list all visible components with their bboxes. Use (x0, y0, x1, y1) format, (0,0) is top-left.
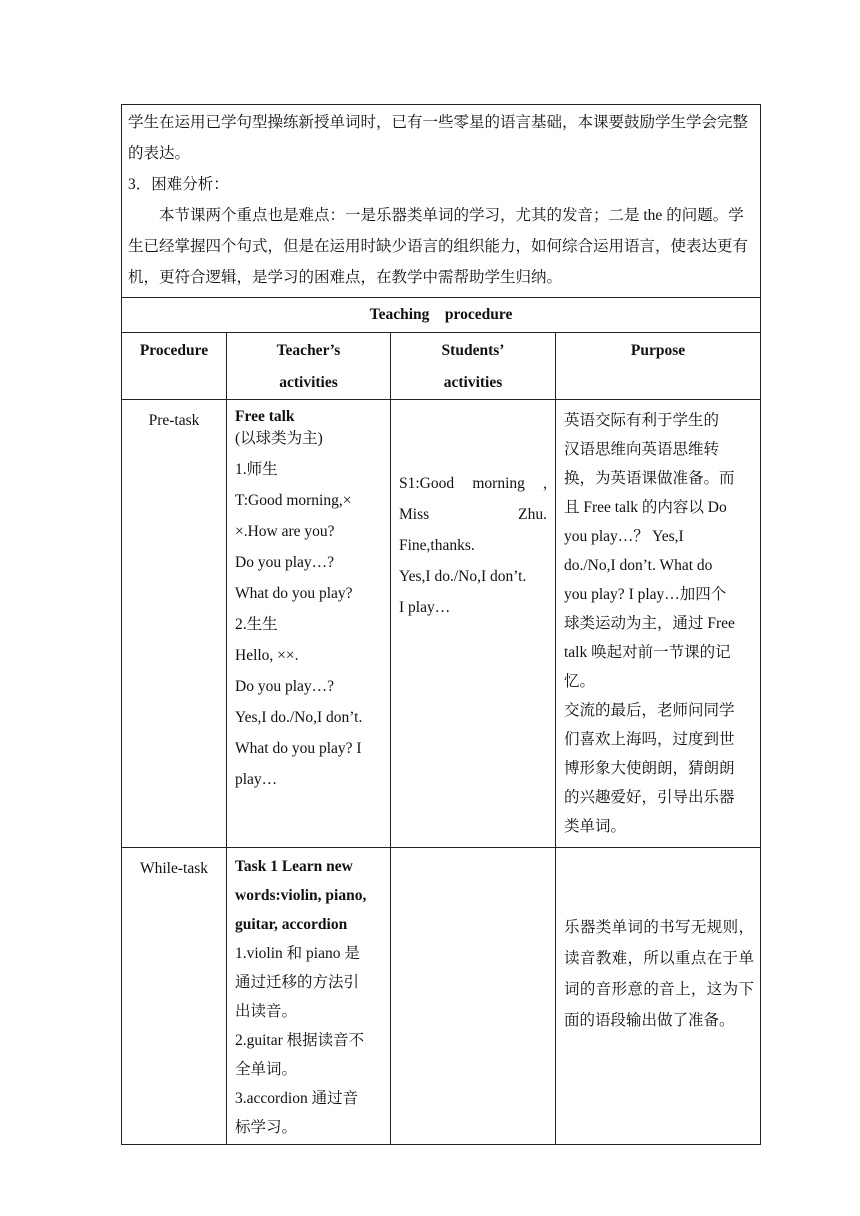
teacher-line: 2.guitar 根据读音不 (235, 1032, 365, 1049)
purpose-line: 球类运动为主，通过 Free (564, 615, 735, 632)
purpose-line: 英语交际有利于学生的 (564, 412, 720, 429)
teacher-line: What do you play? (235, 585, 353, 602)
purpose-line: 类单词。 (564, 818, 627, 835)
intro-paragraph-2: 本节课两个重点也是难点：一是乐器类单词的学习，尤其的发音；二是 the 的问题。学生已经掌握四个句式，但是在运用时缺少语言的组织能力，如何综合运用语言，使表达更有机，更符合逻辑，是学习的困难点，在教学中需帮助学生归纳。 (128, 207, 749, 286)
table-title: Teaching procedure (122, 298, 761, 333)
intro-cell (122, 105, 761, 298)
purpose-text: 乐器类单词的书写无规则，读音教难，所以重点在于单词的音形意的音上，这为下面的语段输出做了准备。 (564, 919, 755, 1029)
teacher-line: 通过迁移的方法引 (235, 974, 360, 991)
header-row (122, 333, 761, 400)
purpose-line: 的兴趣爱好，引导出乐器 (564, 789, 735, 806)
header-teacher (227, 333, 391, 400)
procedure-label: While-task (139, 860, 208, 877)
teacher-line: play… (235, 771, 278, 788)
teacher-activities-cell (227, 400, 391, 848)
header-purpose (556, 333, 761, 400)
header-procedure-label: Procedure (139, 342, 209, 359)
purpose-line: 们喜欢上海吗，过度到世 (564, 731, 735, 748)
header-teacher-line2: activities (279, 374, 338, 391)
teacher-line: Free talk (235, 408, 295, 425)
teacher-line: 3.accordion 通过音 (235, 1090, 359, 1107)
purpose-line: do./No,I don’t. What do (564, 557, 713, 574)
purpose-line: you play…？ Yes,I (564, 528, 684, 545)
teacher-line: words:violin, piano, (235, 887, 367, 904)
difficulty-heading: 3．困难分析： (128, 176, 229, 193)
teacher-line: 2.生生 (235, 616, 278, 633)
purpose-line: 换，为英语课做准备。而 (564, 470, 735, 487)
header-students-line1: Students’ (441, 342, 505, 359)
purpose-line: 汉语思维向英语思维转 (564, 441, 720, 458)
lesson-plan-table (121, 104, 761, 1145)
procedure-cell (122, 400, 227, 848)
procedure-label: Pre-task (148, 412, 200, 429)
students-activities-cell (391, 400, 556, 848)
teacher-line: 全单词。 (235, 1061, 298, 1078)
students-line: I play… (399, 599, 451, 616)
table-row (122, 400, 761, 848)
purpose-line: you play? I play…加四个 (564, 586, 727, 603)
students-line: S1:Good morning , (399, 475, 547, 492)
students-activities-cell (391, 848, 556, 1145)
purpose-line: 且 Free talk 的内容以 Do (564, 499, 727, 516)
purpose-line: 博形象大使朗朗，猜朗朗 (564, 760, 735, 777)
purpose-cell (556, 400, 761, 848)
purpose-line: talk 唤起对前一节课的记 (564, 644, 731, 661)
teacher-line: Do you play…? (235, 554, 335, 571)
header-purpose-label: Purpose (630, 342, 686, 359)
teacher-line: Hello, ××. (235, 647, 299, 664)
table-title-row (122, 298, 761, 333)
purpose-line: 交流的最后，老师问同学 (564, 702, 735, 719)
teacher-line: guitar, accordion (235, 916, 348, 933)
header-procedure (122, 333, 227, 400)
table-row (122, 848, 761, 1145)
lesson-plan-page (121, 104, 760, 1145)
teacher-line: (以球类为主) (235, 430, 323, 447)
teacher-line: 1.violin 和 piano 是 (235, 945, 360, 962)
teacher-line: Yes,I do./No,I don’t. (235, 709, 363, 726)
teacher-line: Task 1 Learn new (235, 858, 353, 875)
teacher-line: T:Good morning,× (235, 492, 352, 509)
purpose-cell (556, 848, 761, 1145)
students-line: Fine,thanks. (399, 537, 475, 554)
purpose-line: 忆。 (564, 673, 596, 690)
header-students-line2: activities (443, 374, 503, 391)
teacher-line: 标学习。 (235, 1119, 298, 1136)
header-students (391, 333, 556, 400)
intro-paragraph-1: 学生在运用已学句型操练新授单词时，已有一些零星的语言基础，本课要鼓励学生学会完整的表达。 (128, 114, 749, 162)
teacher-line: Do you play…? (235, 678, 335, 695)
header-teacher-line1: Teacher’s (276, 342, 341, 359)
teacher-activities-cell (227, 848, 391, 1145)
teacher-line: 出读音。 (235, 1003, 298, 1020)
teacher-line: What do you play? I (235, 740, 362, 757)
students-line: Miss Zhu. (399, 506, 547, 523)
teacher-line: 1.师生 (235, 461, 278, 478)
intro-row (122, 105, 761, 298)
students-line: Yes,I do./No,I don’t. (399, 568, 527, 585)
procedure-cell (122, 848, 227, 1145)
teacher-line: ×.How are you? (235, 523, 335, 540)
